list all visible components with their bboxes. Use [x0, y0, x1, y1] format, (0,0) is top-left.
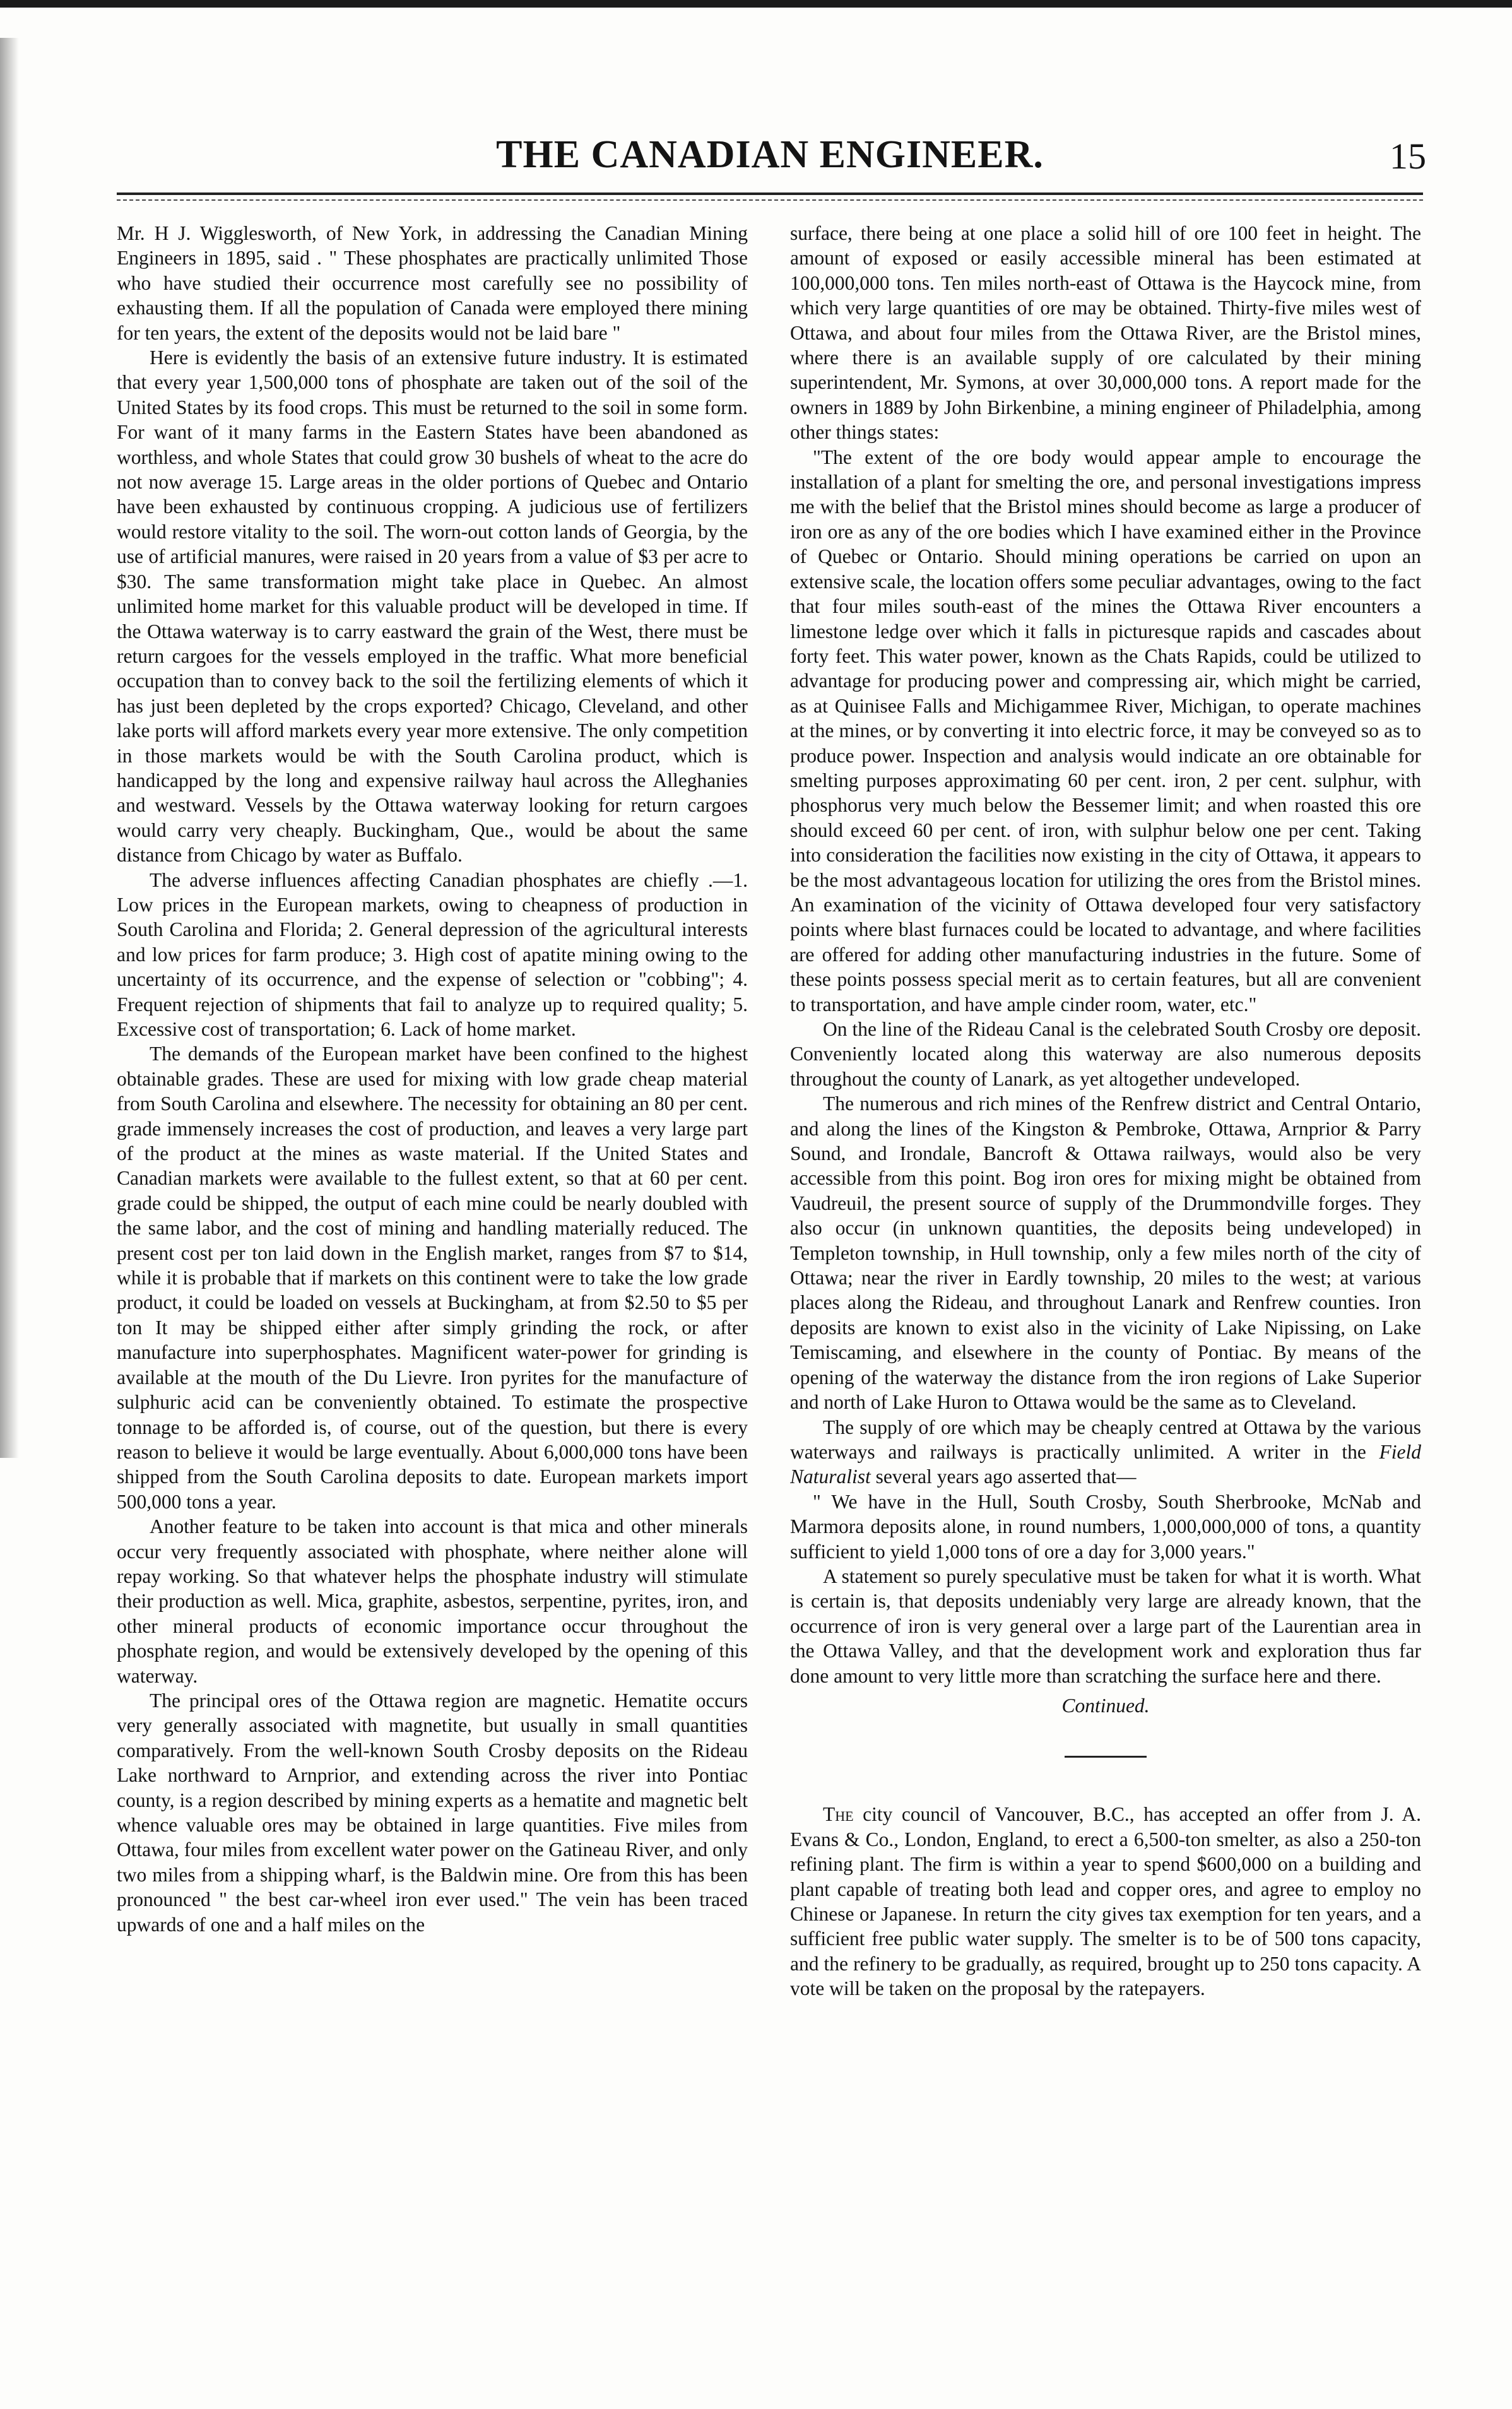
journal-title: THE CANADIAN ENGINEER. [496, 133, 1044, 176]
paragraph: Another feature to be taken into account is that mica and other minerals occur very frequently associated with phosphate, where neither alone will repay working. So that whatever helps the phosphate industry will stimulate their production as well. Mica, graphite, asbestos, serpentine, pyrites, iron, and other mineral products of economic importance occur throughout the phosphate region, and would be extensively developed by the opening of this waterway. [117, 1515, 748, 1687]
paragraph: On the line of the Rideau Canal is the celebrated South Crosby ore deposit. Conveniently located along this waterway are also numerous deposits throughout the county of Lanark, as yet altogether undeveloped. [790, 1018, 1421, 1090]
scan-binding-shadow [0, 38, 19, 1458]
text-run: several years ago asserted that— [870, 1465, 1137, 1488]
paragraph: Mr. H J. Wigglesworth, of New York, in addressing the Canadian Mining Engineers in 1895, said . " These phosphates are practically unlimited Those who have studied their occurrence most carefully see no possibility of exhausting them. If all the population of Canada were employed there mining for ten years, the extent of the deposits would not be laid bare " [117, 222, 748, 344]
header-rule-dashed [117, 199, 1423, 201]
paragraph: The adverse influences affecting Canadian phosphates are chiefly .—1. Low prices in the European markets, owing to cheapness of production in South Carolina and Florida; 2. General depression of the agricultural interests and low prices for farm produce; 3. High cost of apatite mining owing to the uncertainty of its occurrence, and the expense of selection or "cobbing"; 4. Frequent rejection of shipments that fail to analyze up to required quality; 5. Excessive cost of transportation; 6. Lack of home market. [117, 868, 748, 1040]
header-rule [117, 192, 1423, 195]
publication-name: Field Naturalist [790, 1440, 1421, 1488]
left-column [117, 221, 748, 2367]
page-number: 15 [1390, 136, 1426, 177]
lead-word: The [823, 1803, 854, 1826]
block-quote: " We have in the Hull, South Crosby, South Sherbrooke, McNab and Marmora deposits alone, in round numbers, 1,000,000,000 of tons, a quantity sufficient to yield 1,000 tons of ore a day for 3,000 years." [790, 1490, 1421, 1563]
news-note [790, 1802, 1421, 2001]
paragraph: A statement so purely speculative must be taken for what it is worth. What is certain is, that deposits undeniably very large are already known, that the occurrence of iron is very general over a large part of the Laurentian area in the Ottawa Valley, and that the development work and exploration thus far done amount to very little more than scratching the surface here and there. [790, 1565, 1421, 1687]
paragraph: The principal ores of the Ottawa region are magnetic. Hematite occurs very generally associated with magnetite, but usually in small quantities comparatively. From the well-known South Crosby deposits on the Rideau Lake northward to Arnprior, and extending across the river into Pontiac county, is a region described by mining experts as a hematite and magnetic belt whence valuable ores may be obtained in large quantities. Five miles from Ottawa, four miles from excellent water power on the Gatineau River, and only two miles from a shipping wharf, is the Baldwin mine. Ore from this has been pronounced " the best car-wheel iron ever used." The vein has been traced upwards of one and a half miles on the [117, 1689, 748, 1936]
page-header [114, 133, 1426, 189]
text-run: The supply of ore which may be cheaply centred at Ottawa by the various waterways and railways is practically unlimited. A writer in the [790, 1416, 1421, 1463]
paragraph [790, 1415, 1421, 1489]
paragraph: Here is evidently the basis of an extensive future industry. It is estimated that every year 1,500,000 tons of phosphate are taken out of the soil of the United States by its food crops. This must be returned to the soil in some form. For want of it many farms in the Eastern States have been abandoned as worthless, and whole States that could grow 30 bushels of wheat to the acre do not now average 15. Large areas in the older portions of Quebec and Ontario have been exhausted by continuous cropping. A judicious use of fertilizers would restore vitality to the soil. The worn-out cotton lands of Georgia, by the use of artificial manures, were raised in 20 years from a value of $3 per acre to $30. The same transformation might take place in Quebec. An almost unlimited home market for this valuable product will be developed in time. If the Ottawa waterway is to carry eastward the grain of the West, there must be return cargoes for the vessels employed in the traffic. What more beneficial occupation than to convey back to the soil the fertilizing elements of which it has just been depleted by the crops exported? Chicago, Cleveland, and other lake ports will afford markets every year more extensive. The only competition in those markets would be with the South Carolina product, which is handicapped by the long and expensive railway haul across the Alleghanies and westward. Vessels by the Ottawa waterway looking for return cargoes would carry very cheaply. Buckingham, Que., would be about the same distance from Chicago by water as Buffalo. [117, 346, 748, 867]
right-column [790, 221, 1421, 2367]
continued-label: Continued. [1061, 1694, 1150, 1717]
block-quote: "The extent of the ore body would appear ample to encourage the installation of a plant for smelting the ore, and personal investigations impress me with the belief that the Bristol mines should become as large a producer of iron ore as any of the ore bodies which I have examined either in the Province of Quebec or Ontario. Should mining operations be carried on upon an extensive scale, the location offers some peculiar advantages, owing to the fact that four miles south-east of the mines the Ottawa River encounters a limestone ledge over which it falls in picturesque rapids and cascades about forty feet. This water power, known as the Chats Rapids, could be utilized to advantage for producing power and compressing air, which might be carried, as at Quinisee Falls and Michigammee River, Michigan, to operate machines at the mines, or by converting it into electric force, it may be conveyed so as to produce power. Inspection and analysis would indicate an ore obtainable for smelting purposes approximating 60 per cent. iron, 2 per cent. sulphur, with phosphorus very much below the Bessemer limit; and when roasted this ore should exceed 60 per cent. of iron, with sulphur below one per cent. Taking into consideration the facilities now existing in the city of Ottawa, it appears to be the most advantageous location for utilizing the ores from the Bristol mines. An examination of the vicinity of Ottawa developed four very satisfactory points where blast furnaces could be located to advantage, and where facilities are offered for adding other manufacturing industries in the future. Some of these points possess special merit as to certain features, but all are convenient to transportation, and have ample cinder room, water, etc." [790, 446, 1421, 1015]
text-run: city council of Vancouver, B.C., has accepted an offer from J. A. Evans & Co., London, England, to erect a 6,500-ton smelter, as also a 250-ton refining plant. The firm is within a year to spend $600,000 on a building and plant capable of treating both lead and copper ores, and agree to employ no Chinese or Japanese. In return the city gives tax exemption for ten years, and a sufficient free public water supply. The smelter is to be of 500 tons capacity, and the refinery to be gradually, as required, brought up to 250 tons capacity. A vote will be taken on the proposal by the ratepayers. [790, 1803, 1421, 2000]
paragraph: surface, there being at one place a solid hill of ore 100 feet in height. The amount of exposed or easily accessible mineral has been estimated at 100,000,000 tons. Ten miles north-east of Ottawa is the Haycock mine, from which very large quantities of ore may be obtained. Thirty-five miles west of Ottawa, and about four miles from the Ottawa River, are the Bristol mines, where there is an available supply of ore calculated by their mining superintendent, Mr. Symons, at over 30,000,000 tons. A report made for the owners in 1889 by John Birkenbine, a mining engineer of Philadelphia, among other things states: [790, 222, 1421, 444]
paragraph: The demands of the European market have been confined to the highest obtainable grades. These are used for mixing with low grade cheap material from South Carolina and elsewhere. The necessity for obtaining an 80 per cent. grade immensely increases the cost of production, and leaves a very large part of the product at the mines as waste material. If the United States and Canadian markets were available to the fullest extent, so that at 60 per cent. grade could be shipped, the output of each mine could be nearly doubled with the same labor, and the cost of mining and handling materially reduced. The present cost per ton laid down in the English market, ranges from $7 to $14, while it is probable that if markets on this continent were to take the low grade product, it could be loaded on vessels at Buckingham, at from $2.50 to $5 per ton It may be shipped either after simply grinding the rock, or after manufacture into superphosphates. Magnificent water-power for grinding is available at the mouth of the Du Lievre. Iron pyrites for the manufacture of sulphuric acid can be conveniently obtained. To estimate the prospective tonnage to be afforded is, of course, out of the question, but there is every reason to believe it would be large eventually. About 6,000,000 tons have been shipped from the South Carolina deposits to date. European markets import 500,000 tons a year. [117, 1043, 748, 1513]
section-divider [1065, 1756, 1147, 1758]
scan-border-top [0, 0, 1512, 8]
paragraph: The numerous and rich mines of the Renfrew district and Central Ontario, and along the lines of the Kingston & Pembroke, Ottawa, Arnprior & Parry Sound, and Irondale, Bancroft & Ottawa railways, would also be very accessible from this point. Bog iron ores for mixing might be obtained from Vaudreuil, the present source of supply of the Drummondville forges. They also occur (in unknown quantities, the deposits being undeveloped) in Templeton township, in Hull township, only a few miles north of the city of Ottawa; near the river in Eardly township, 20 miles to the west; at various places along the Rideau, and throughout Lanark and Renfrew counties. Iron deposits are known to exist also in the vicinity of Lake Nipissing, on Lake Temiscaming, and elsewhere in the county of Pontiac. By means of the opening of the waterway the distance from the iron regions of Lake Superior and north of Lake Huron to Ottawa would be the same as to Cleveland. [790, 1092, 1421, 1414]
